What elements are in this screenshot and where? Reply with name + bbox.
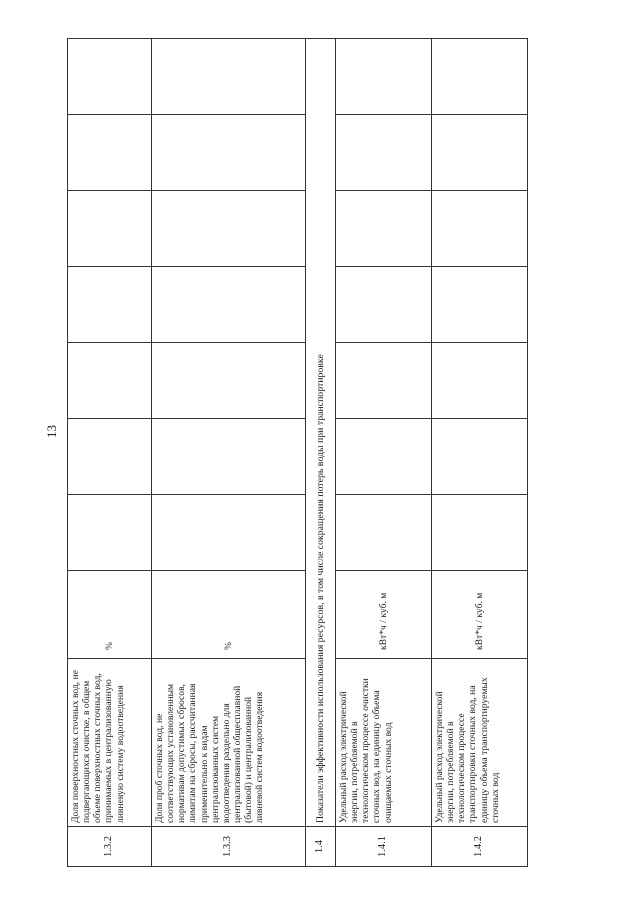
value-cell (336, 343, 432, 419)
indicator-name: Удельный расход электрической энергии, потребляемой в технологическом процессе очистки сточных вод, на единицу объема очищаемых сточных вод (336, 659, 432, 827)
table-row (68, 39, 152, 867)
row-number: 1.3.3 (152, 827, 306, 867)
table-row (152, 39, 306, 867)
value-cell (432, 115, 528, 191)
value-cell (432, 343, 528, 419)
value-cell (336, 267, 432, 343)
section-row (306, 39, 336, 867)
value-cell (68, 343, 152, 419)
value-cell (152, 39, 306, 115)
unit-cell: кВт*ч / куб. м (432, 571, 528, 659)
page-number: 13 (44, 425, 59, 438)
value-cell (68, 115, 152, 191)
value-cell (432, 191, 528, 267)
value-cell (432, 419, 528, 495)
value-cell (152, 191, 306, 267)
value-cell (432, 495, 528, 571)
table-row (432, 39, 528, 867)
section-number: 1.4 (306, 827, 336, 867)
unit-cell: кВт*ч / куб. м (336, 571, 432, 659)
value-cell (152, 267, 306, 343)
indicators-table (67, 38, 528, 867)
unit-cell: % (68, 571, 152, 659)
value-cell (68, 419, 152, 495)
indicators-table-rotated (67, 39, 527, 867)
row-number: 1.4.2 (432, 827, 528, 867)
value-cell (68, 191, 152, 267)
indicator-name: Доля поверхностных сточных вод, не подвергающихся очистке, в общем объеме поверхностных сточных вод, принимаемых в централизованную ливневую систему водоотведения (68, 659, 152, 827)
value-cell (336, 39, 432, 115)
value-cell (152, 115, 306, 191)
value-cell (336, 419, 432, 495)
value-cell (432, 39, 528, 115)
value-cell (152, 343, 306, 419)
value-cell (68, 267, 152, 343)
value-cell (68, 39, 152, 115)
row-number: 1.3.2 (68, 827, 152, 867)
value-cell (336, 115, 432, 191)
value-cell (68, 495, 152, 571)
value-cell (336, 191, 432, 267)
indicator-name: Удельный расход электрической энергии, потребляемой в технологическом процессе транспортировки сточных вод, на единицу объема транспортируемых сточных вод (432, 659, 528, 827)
unit-cell: % (152, 571, 306, 659)
section-title: Показатели эффективности использования ресурсов, в том числе сокращения потерь воды при транспортировке (306, 39, 336, 827)
table-row (336, 39, 432, 867)
row-number: 1.4.1 (336, 827, 432, 867)
indicator-name: Доля проб сточных вод, не соответствующих установленным нормативам допустимых сбросов, лимитам на сбросы, рассчитанная применительно к видам централизованных систем водоотведения раздельно для централизованной общесплавной (бытовой) и централизованной ливневой систем водоотведения (152, 659, 306, 827)
value-cell (152, 419, 306, 495)
value-cell (336, 495, 432, 571)
value-cell (152, 495, 306, 571)
value-cell (432, 267, 528, 343)
